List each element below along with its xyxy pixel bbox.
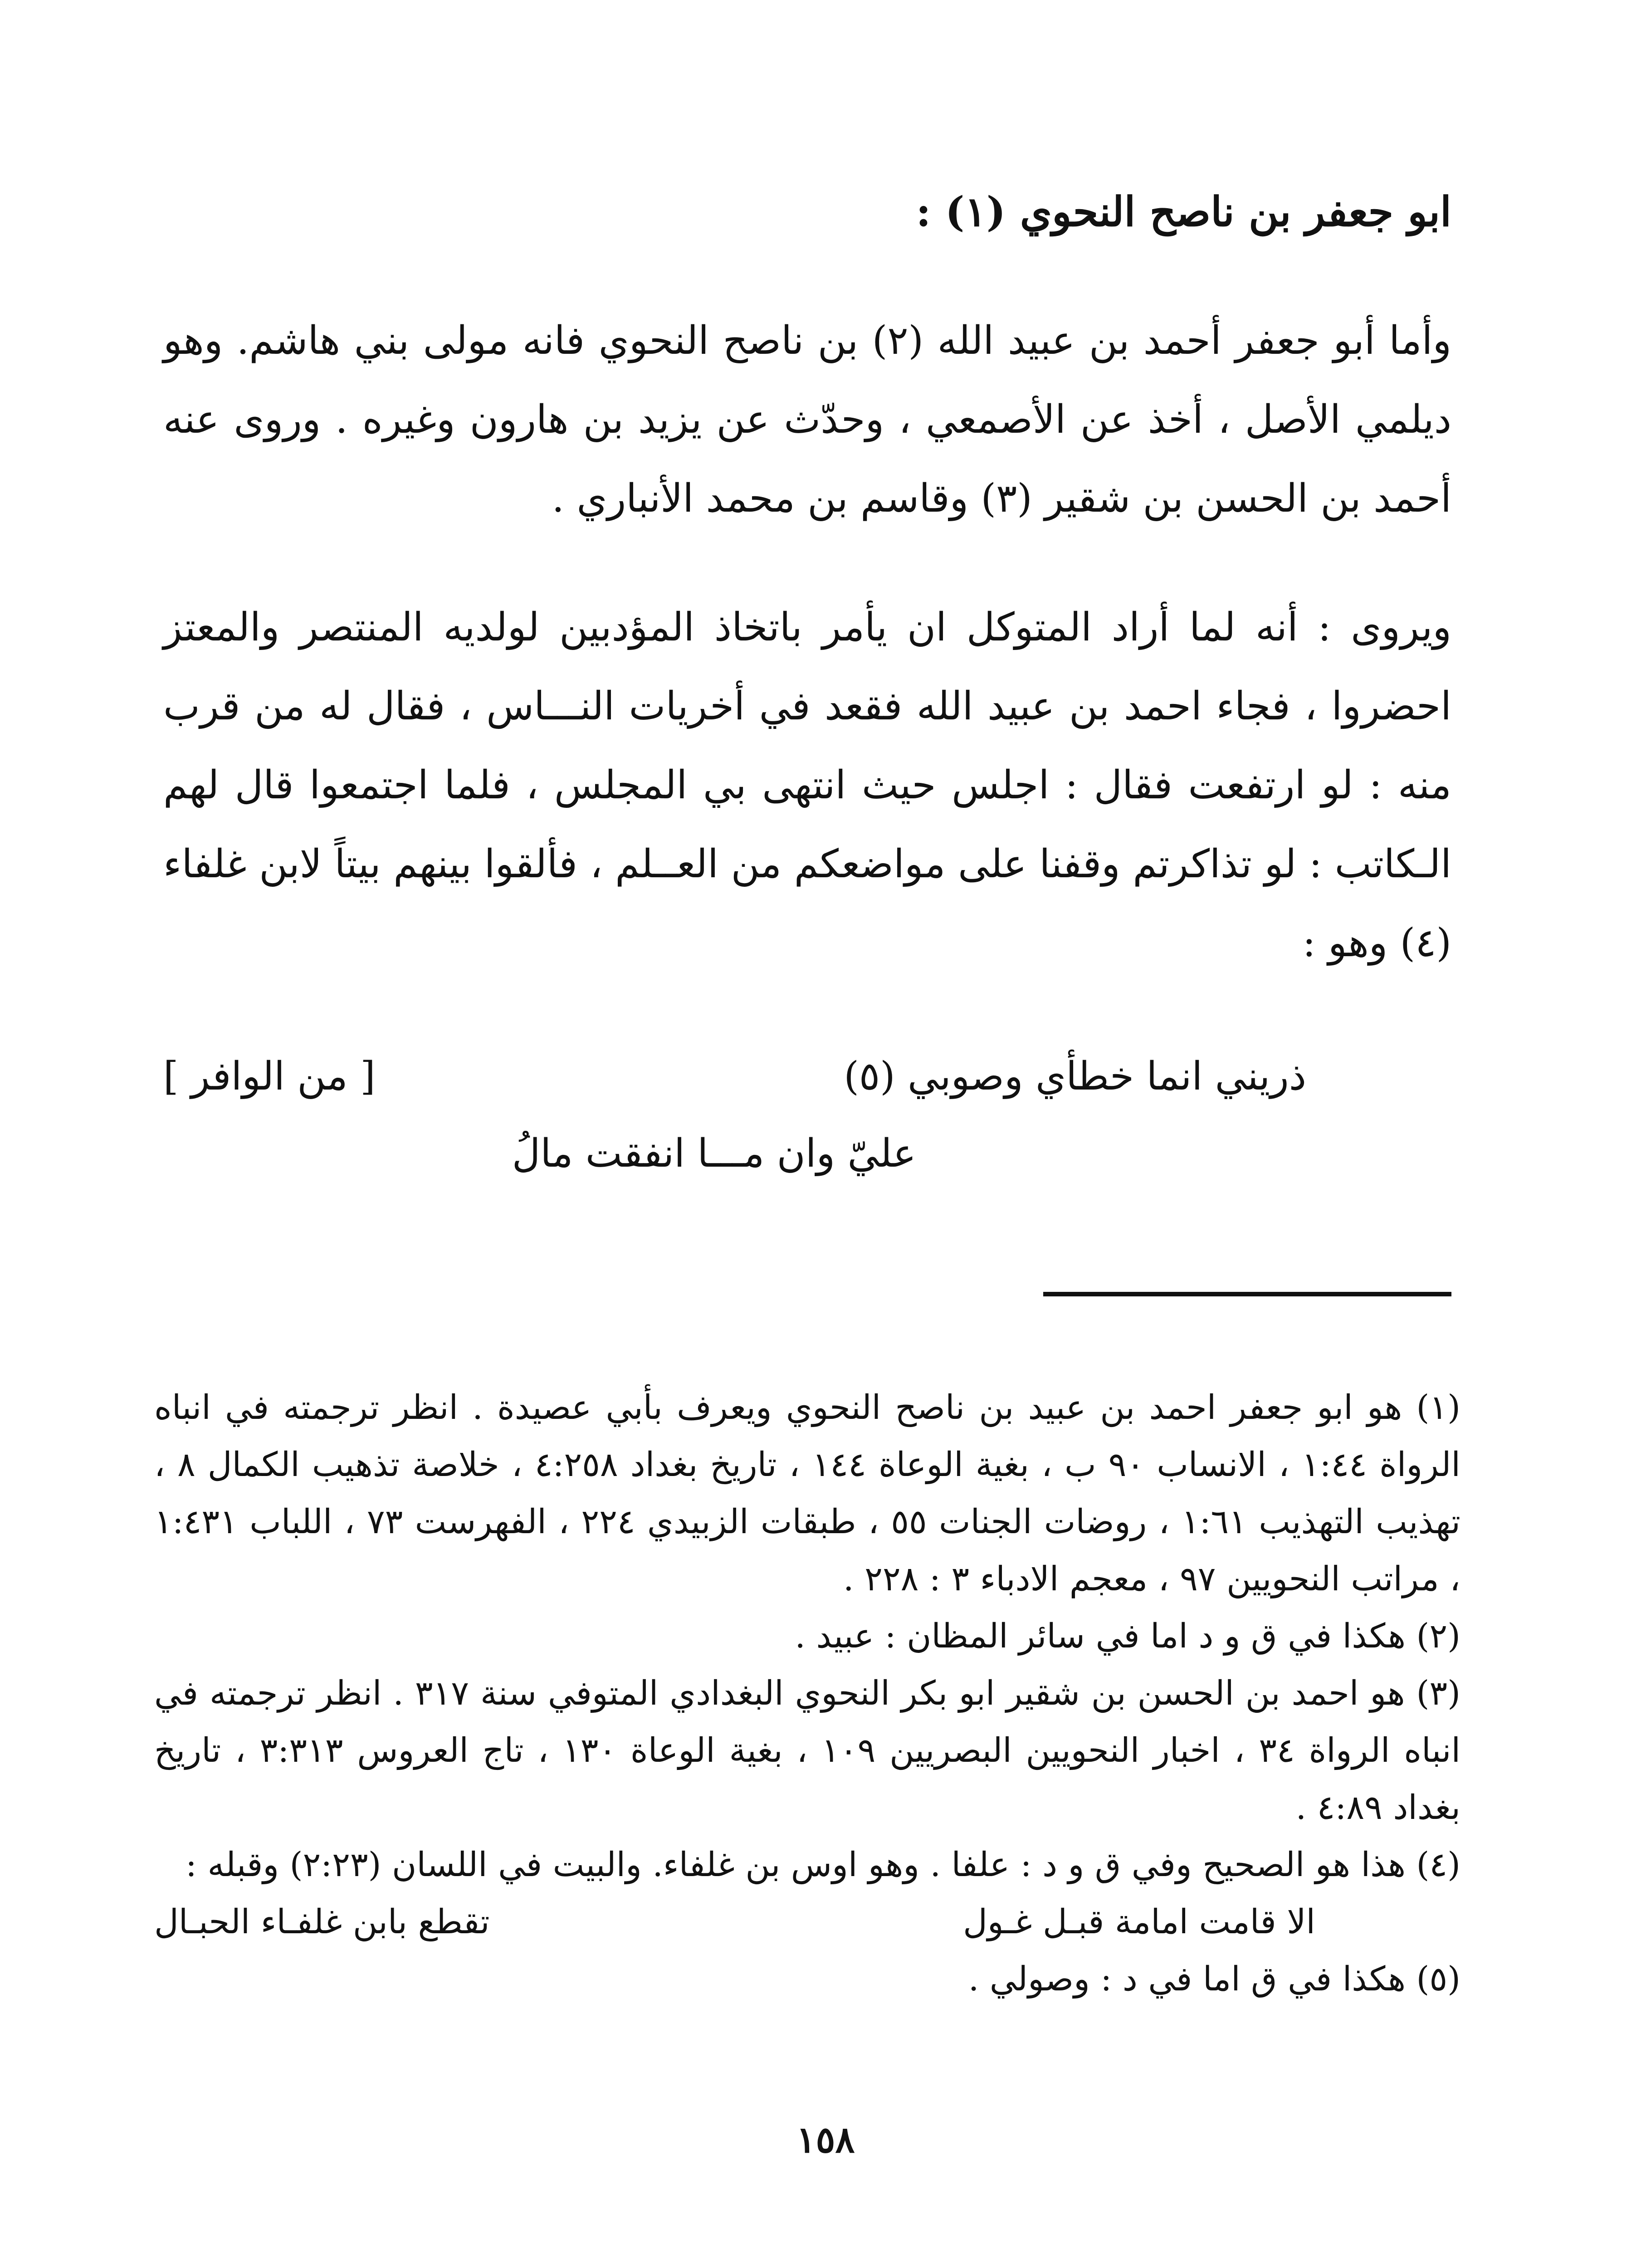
footnote-3: (٣) هو احمد بن الحسن بن شقير ابو بكر النحوي البغدادي المتوفي سنة ٣١٧ . انظر ترجمته في انباه الرواة ٣٤ ، اخبار النحويين البصريين ١٠٩ ، بغية الوعاة ١٣٠ ، تاج العروس ٣:٣١٣ ، تاريخ بغداد ٤:٨٩ . <box>154 1674 1461 1827</box>
footnote-1: (١) هو ابو جعفر احمد بن عبيد بن ناصح النحوي ويعرف بأبي عصيدة . انظر ترجمته في انباه الرواة ١:٤٤ ، الانساب ٩٠ ب ، بغية الوعاة ١٤٤ ، تاريخ بغداد ٤:٢٥٨ ، خلاصة تذهيب الكمال ٨ ، تهذيب التهذيب ١:٦١ ، روضات الجنات ٥٥ ، طبقات الزبيدي ٢٢٤ ، الفهرست ٧٣ ، اللباب ١:٤٣١ ، مراتب النحويين ٩٧ ، معجم الادباء ٣ : ٢٢٨ . <box>154 1388 1460 1598</box>
verse <box>163 1037 1451 1187</box>
footnote-4: (٤) هذا هو الصحيح وفي ق و د : علفا . وهو اوس بن غلفاء. والبيت في اللسان (٢:٢٣) وقبله : <box>186 1845 1460 1884</box>
paragraph-2: ويروى : أنه لما أراد المتوكل ان يأمر باتخاذ المؤدبين لولديه المنتصر والمعتز احضروا ، فجاء احمد بن عبيد الله فقعد في أخريات النـــاس ، فقال له من قرب منه : لو ارتفعت فقال : اجلس حيث انتهى بي المجلس ، فلما اجتمعوا قال لهم الـكاتب : لو تذاكرتم وقفنا على مواضعكم من العــلم ، فألقوا بينهم بيتاً لابن غلفاء (٤) وهو : <box>163 605 1451 966</box>
footnote-verse-hemistich-2: تقطع بابن غلفـاء الحبـال <box>154 1902 490 1941</box>
footnote-2: (٢) هكذا في ق و د اما في سائر المظان : عبيد . <box>795 1617 1460 1656</box>
section-title: ابو جعفر بن ناصح النحوي (١) : <box>916 188 1451 236</box>
page-number: ١٥٨ <box>796 2118 855 2161</box>
paragraph-1: وأما أبو جعفر أحمد بن عبيد الله (٢) بن ناصح النحوي فانه مولى بني هاشم. وهو ديلمي الأصل ، أخذ عن الأصمعي ، وحدّث عن يزيد بن هارون وغيره . وروى عنه أحمد بن الحسن بن شقير (٣) وقاسم بن محمد الأنباري . <box>163 318 1451 521</box>
footnote-separator <box>1043 1292 1451 1296</box>
footnote-verse-hemistich-1: الا قامت امامة قبـل غـول <box>963 1902 1315 1941</box>
footnotes <box>154 1379 1460 2008</box>
footnote-5: (٥) هكذا في ق اما في د : وصولي . <box>968 1960 1460 1999</box>
verse-hemistich-2: عليّ وان مـــا انفقت مالُ <box>512 1131 916 1176</box>
verse-hemistich-1: ذريني انما خطأي وصوبي (٥) <box>844 1054 1306 1099</box>
footnote-verse <box>154 1893 1460 1950</box>
verse-meter: [ من الوافر ] <box>163 1054 376 1099</box>
main-text <box>163 172 1451 1187</box>
